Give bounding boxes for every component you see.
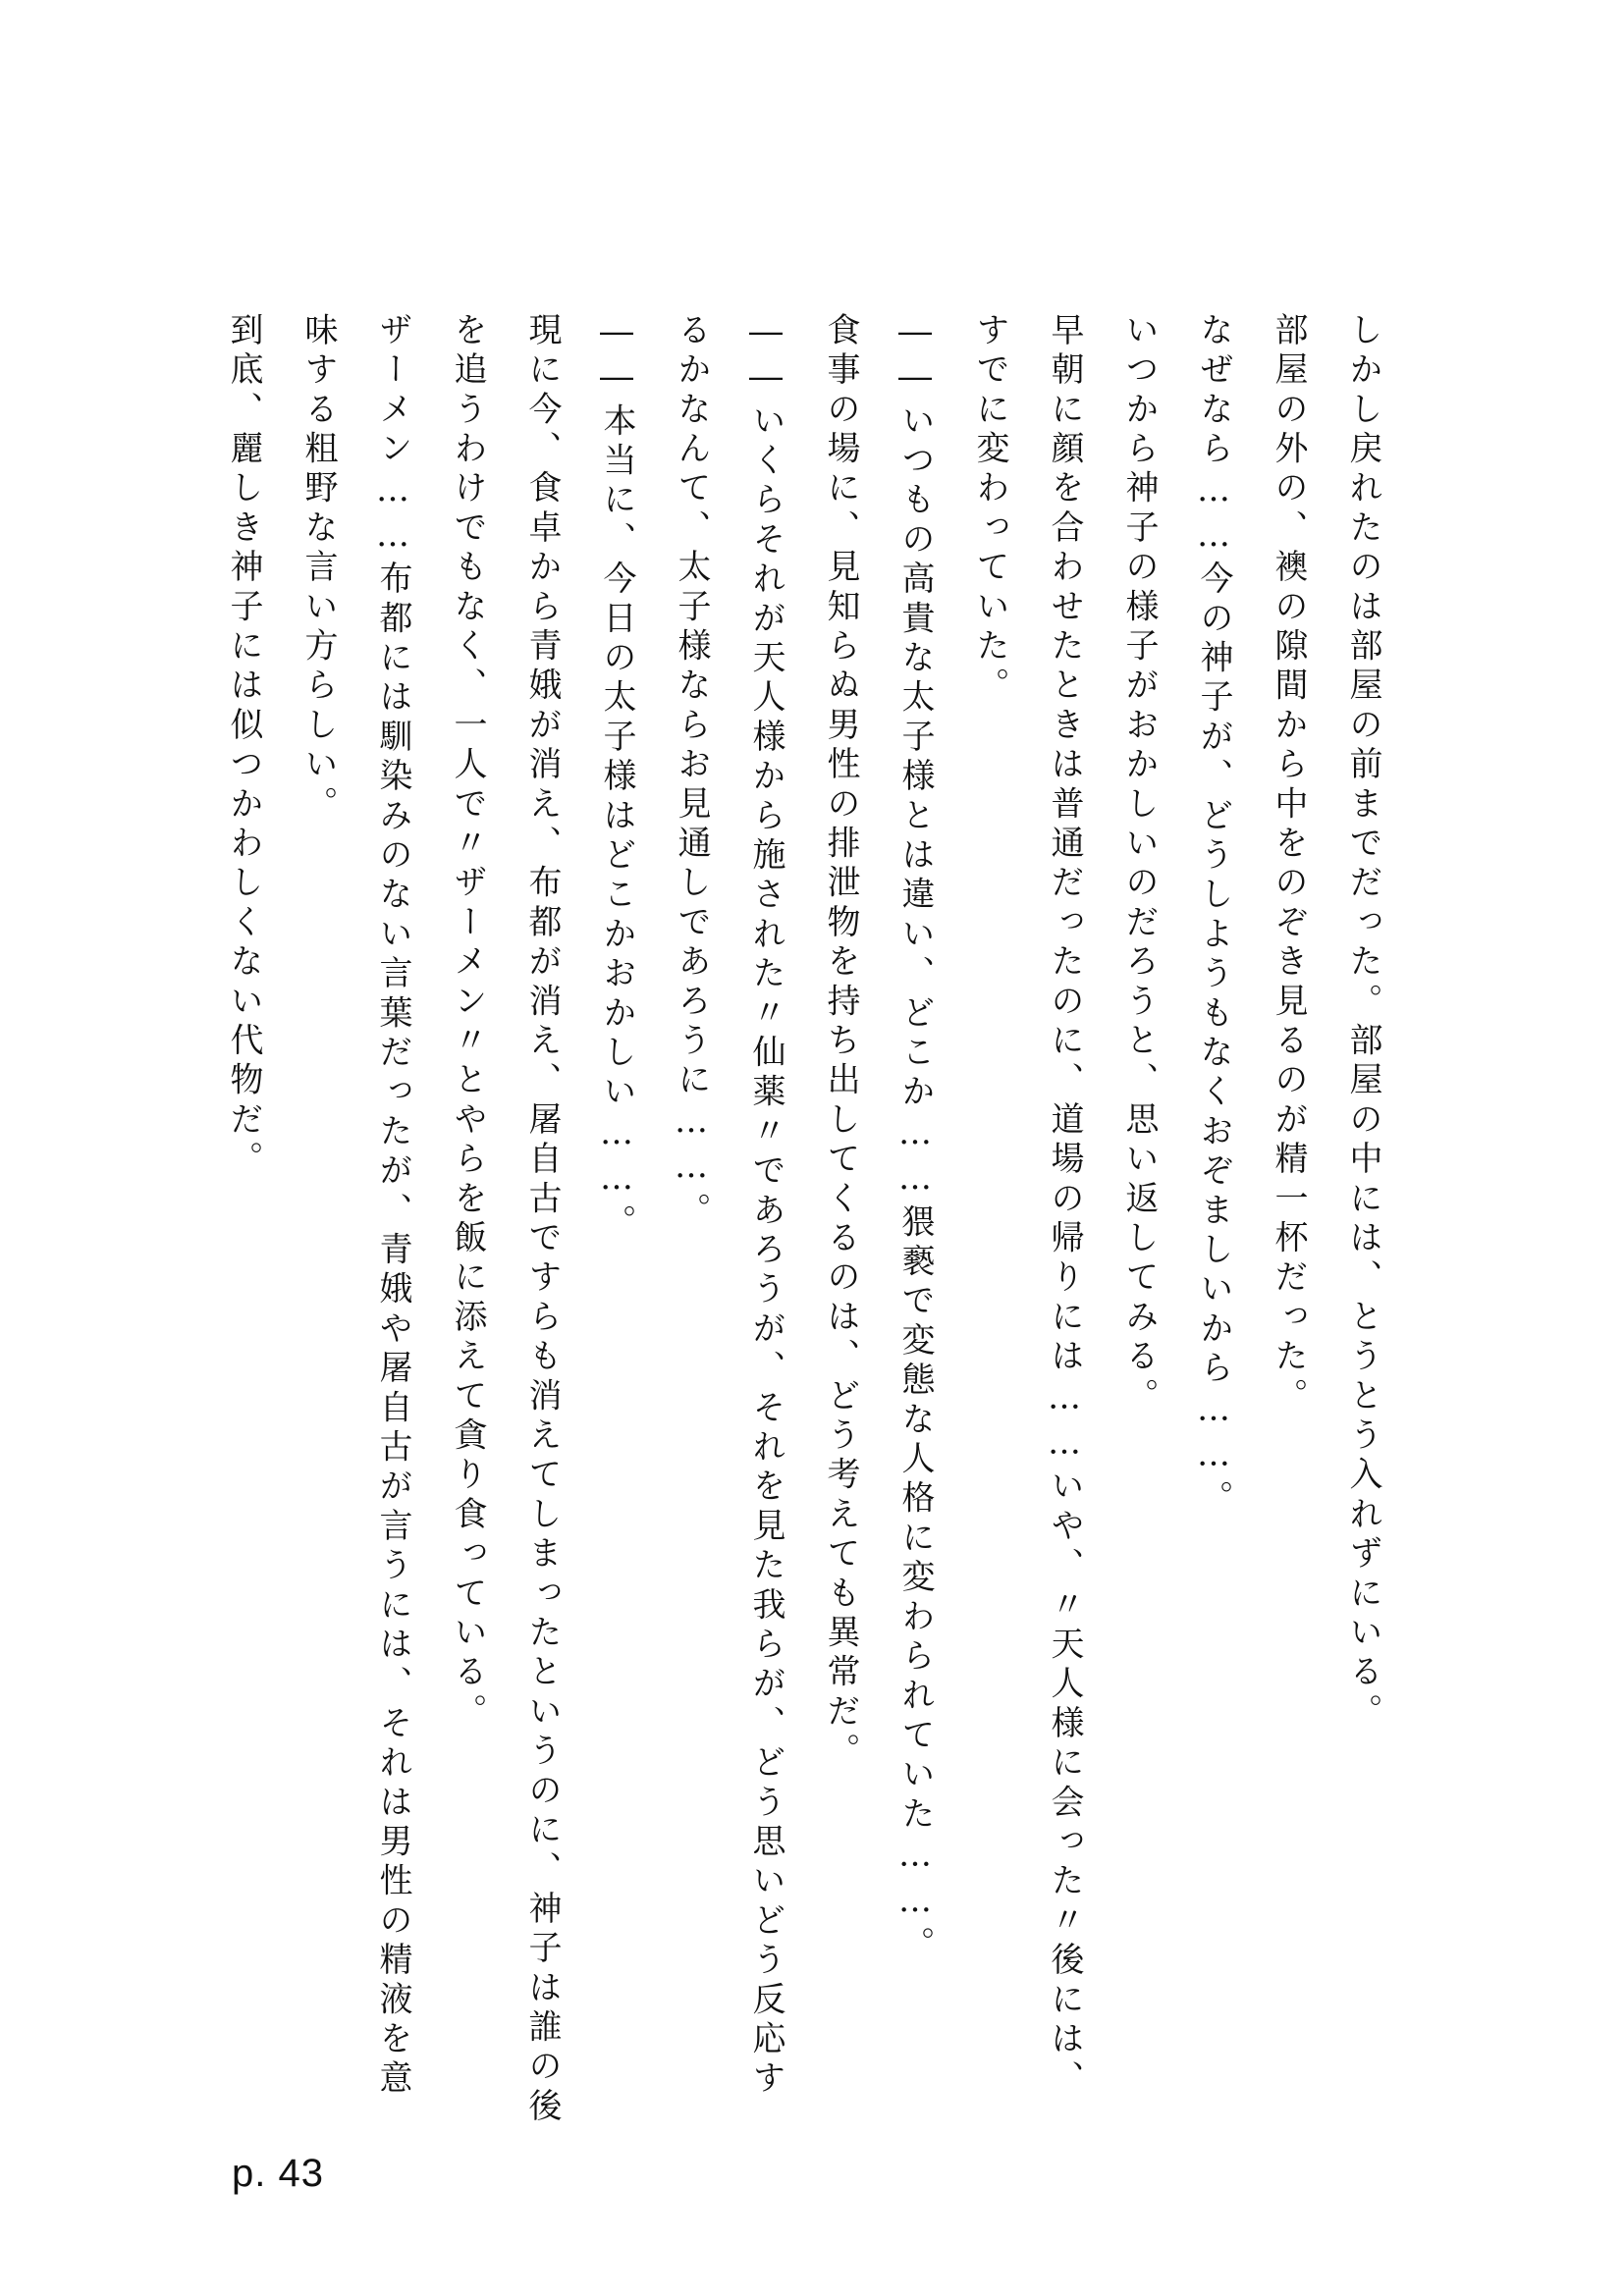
paragraph: ザーメン……布都には馴染みのない言葉だったが、青娥や屠自古が言うには、それは男性の精液を意味する粗野な言い方らしい。 [298, 312, 412, 2100]
paragraph: ――いつもの高貴な太子様とは違い、どこか……猥褻で変態な人格に変わられていた……。 [895, 312, 935, 1966]
paragraph: 現に今、食卓から青娥が消え、布都が消え、屠自古ですらも消えてしまったというのに、神子は誰の後を追うわけでもなく、一人で〃ザーメン〃とやらを飯に添えて貪り食っている。 [448, 312, 562, 2128]
paragraph: 到底、麗しき神子には似つかわしくない代物だ。 [224, 312, 263, 1181]
paragraph: しかし戻れたのは部屋の前までだった。部屋の中には、とうとう入れずにいる。 [1343, 312, 1382, 1734]
paragraph: なぜなら……今の神子が、どうしようもなくおぞましいから……。 [1194, 312, 1233, 1520]
paragraph: 食事の場に、見知らぬ男性の排泄物を持ち出してくるのは、どう考えても異常だ。 [821, 312, 860, 1773]
paragraph: ――いくらそれが天人様から施された〃仙薬〃であろうが、それを見た我らが、どう思いどう反応するかなんて、太子様ならお見通しであろうに……。 [672, 312, 785, 2100]
paragraph: 部屋の外の、襖の隙間から中をのぞき見るのが精一杯だった。 [1269, 312, 1308, 1417]
paragraph: いつから神子の様子がおかしいのだろうと、思い返してみる。 [1119, 312, 1159, 1417]
body-text [224, 312, 1400, 2138]
paragraph: ――本当に、今日の太子様はどこかおかしい……。 [597, 312, 636, 1244]
page-number: p. 43 [232, 2152, 324, 2195]
paragraph: 早朝に顔を合わせたときは普通だったのに、道場の帰りには……いや、〃天人様に会った〃後には、すでに変わっていた。 [970, 312, 1084, 2100]
